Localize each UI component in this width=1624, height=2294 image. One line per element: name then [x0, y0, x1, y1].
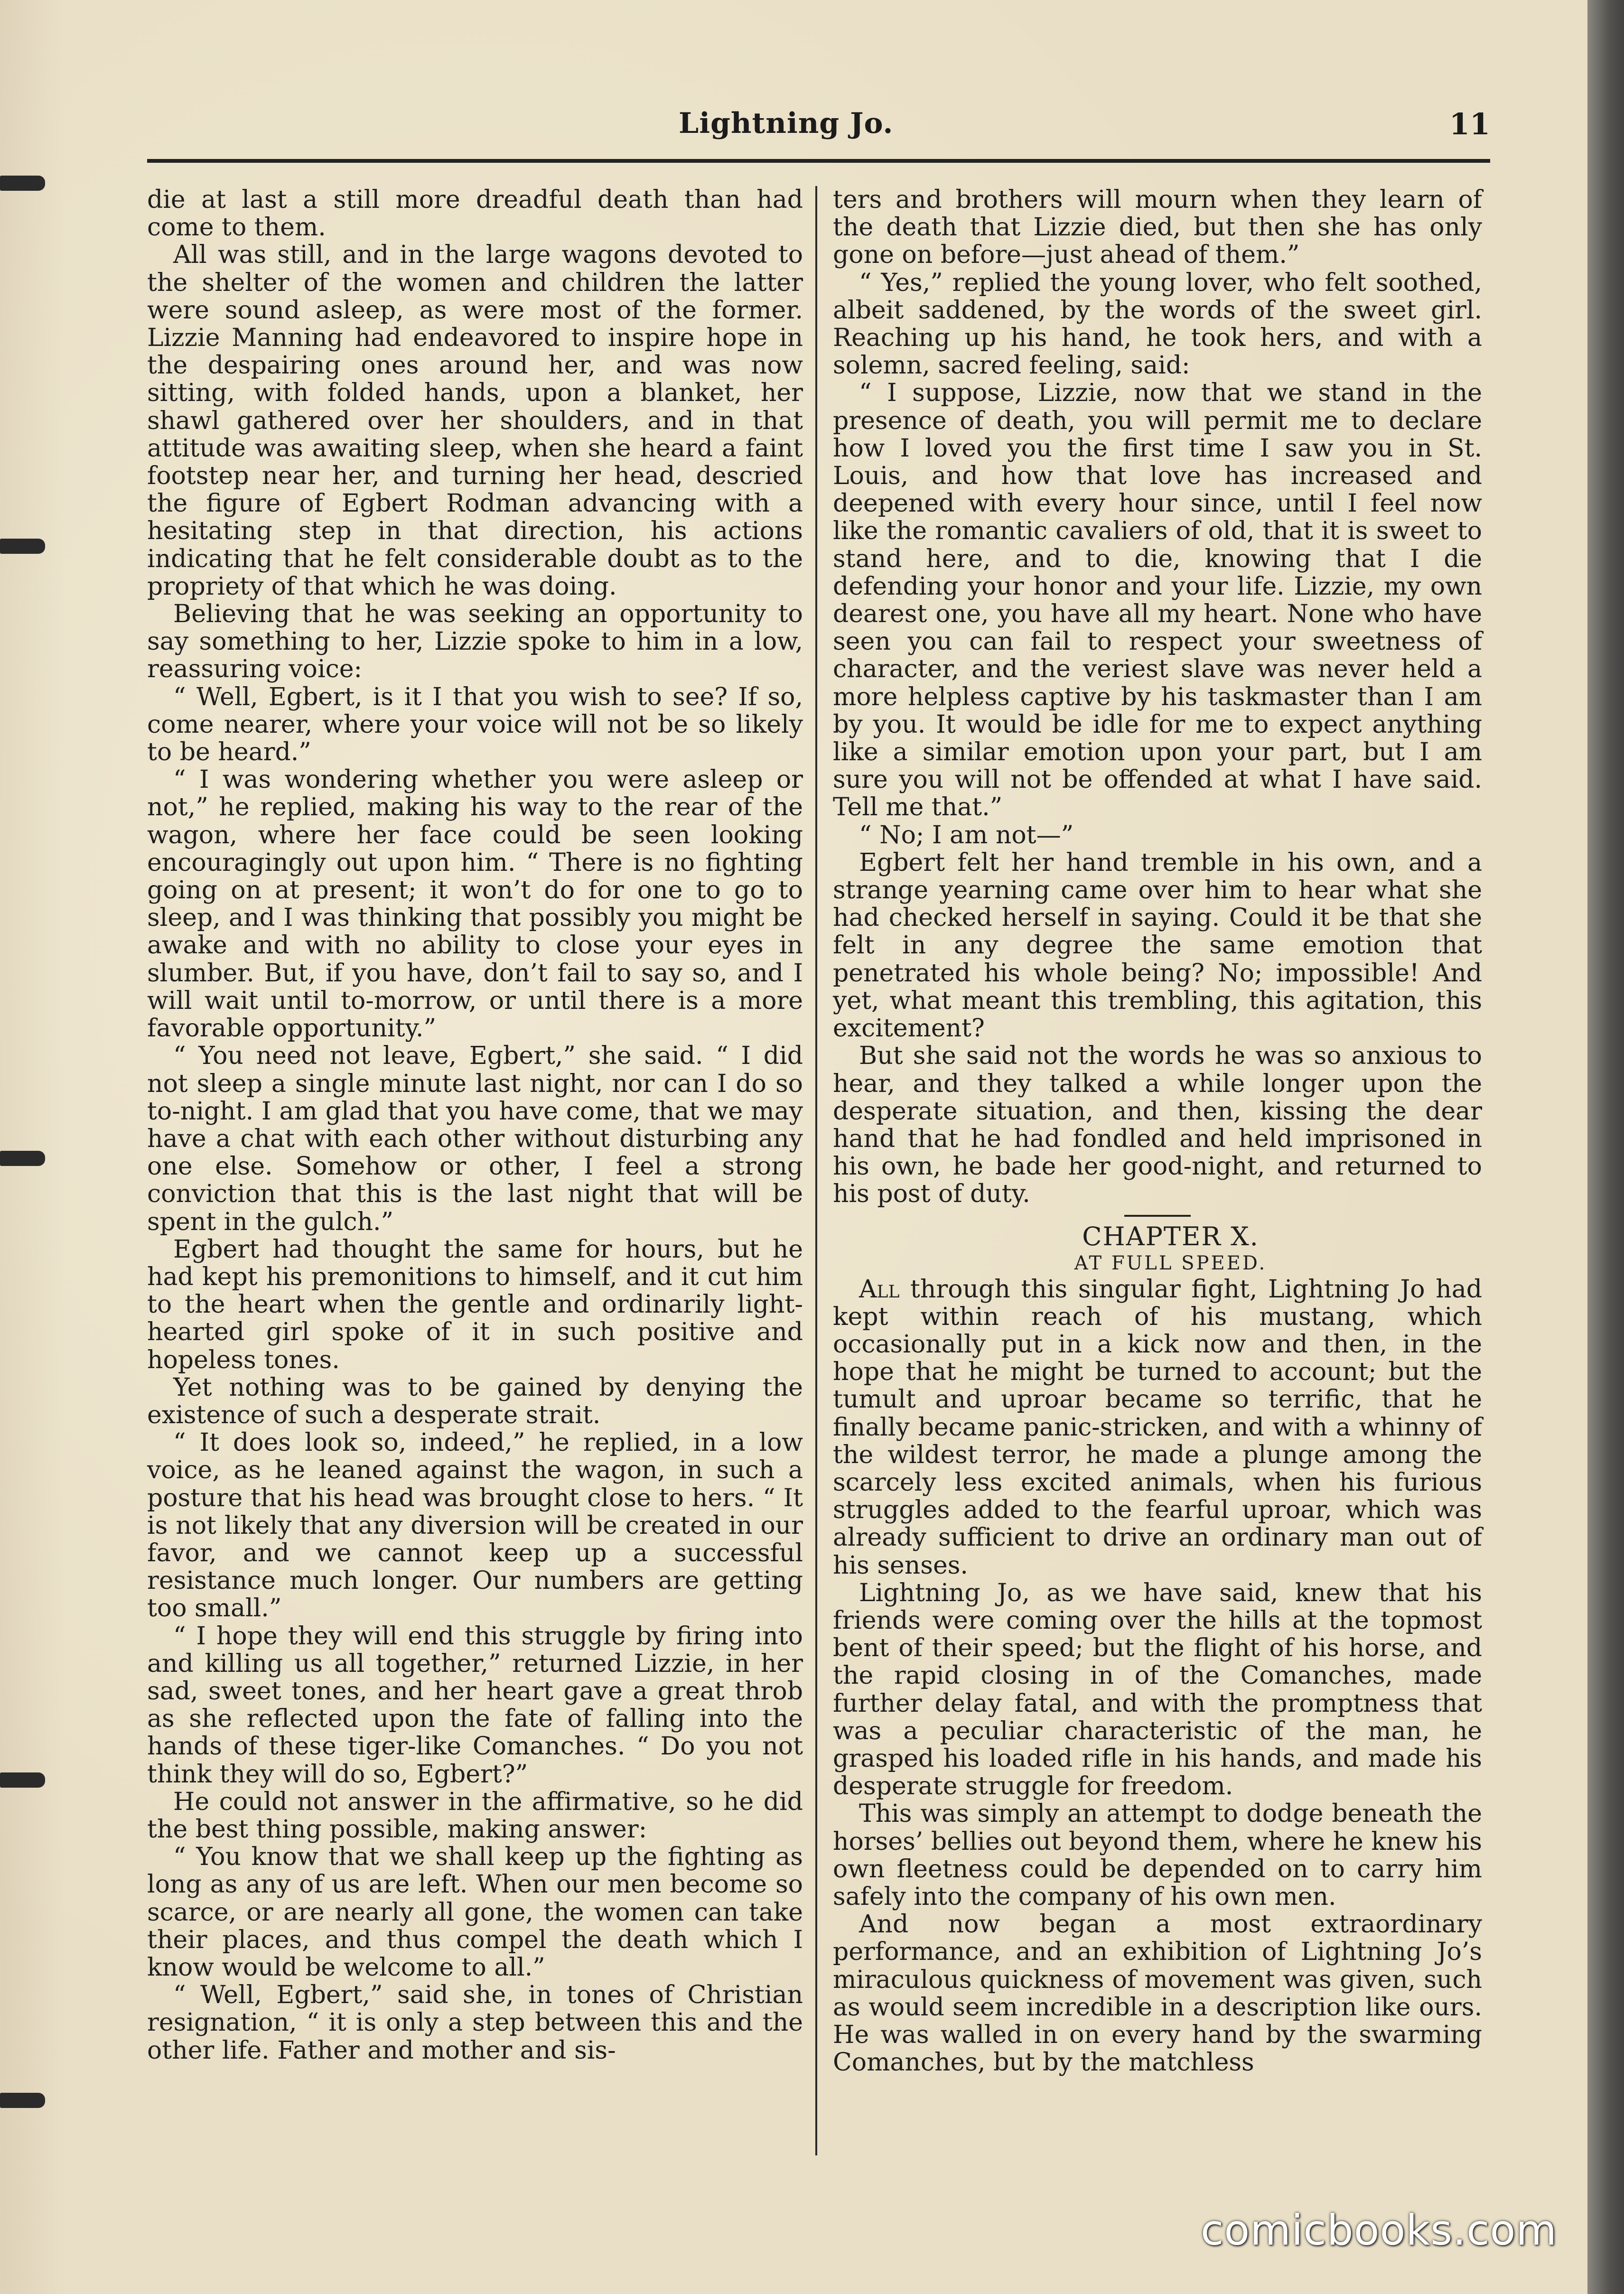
binding-staple [0, 2093, 45, 2108]
paragraph: “ I suppose, Lizzie, now that we stand in the presence of death, you will permit me to declare how I loved you the first time I saw you in St. Louis, and how that love has increased and deepened with every hour since, until I feel now like the romantic cavaliers of old, that it is sweet to stand here, and to die, knowing that I die defending your honor and your life. Lizzie, my own dearest one, you have all my heart. None who have seen you can fail to respect your sweetness of character, and the veriest slave was never held a more helpless captive by his taskmaster than I am by you. It would be idle for me to expect anything like a similar emotion upon your part, but I am sure you will not be offended at what I have said. Tell me that.” [833, 379, 1482, 822]
chapter-title: CHAPTER X. [1082, 1221, 1259, 1251]
chapter-opening-paragraph [833, 1276, 1482, 1579]
header-rule [147, 159, 1490, 163]
paragraph: He could not answer in the affirmative, so he did the best thing possible, making answer: [147, 1787, 803, 1844]
left-column [147, 186, 803, 2064]
chapter-rule [1124, 1215, 1191, 1217]
right-column [833, 186, 1482, 2076]
paragraph: “ Well, Egbert, is it I that you wish to see? If so, come nearer, where your voice will not be so likely to be heard.” [147, 682, 803, 767]
binding-staple [0, 176, 45, 191]
paragraph: Lightning Jo, as we have said, knew that his friends were coming over the hills at the topmost bent of their speed; but the flight of his horse, and the rapid closing in of the Comanches, made further delay fatal, and with the promptness that was a peculiar characteristic of the man, he grasped his loaded rifle in his hands, and made his desperate struggle for freedom. [833, 1578, 1482, 1801]
binding-staple [0, 539, 45, 554]
binding-staple [0, 1772, 45, 1788]
paragraph: ters and brothers will mourn when they learn of the death that Lizzie died, but then she has only gone on before—just ahead of them.” [833, 186, 1482, 270]
chapter-opening-text: through this singular fight, Lightning Jo had kept within reach of his mustang, which occasionally put in a kick now and then, in the hope that he might be turned to account; but the tumult and uproar became so terrific, that he finally became panic-stricken, and with a whinny of the wildest terror, he made a plunge among the scarcely less excited animals, when his furious struggles added to the fearful uproar, which was already sufficient to drive an ordinary man out of his senses. [833, 1275, 1482, 1580]
watermark: comicbooks.com [1201, 2206, 1558, 2255]
paragraph: “ No; I am not—” [859, 821, 1074, 849]
paragraph: All was still, and in the large wagons devoted to the shelter of the women and children the latter were sound asleep, as were most of the former. Lizzie Manning had endeavored to inspire hope in the despairing ones around her, and was now sitting, with folded hands, upon a blanket, her shawl gathered over her shoulders, and in that attitude was awaiting sleep, when she heard a faint footstep near her, and turning her head, descried the figure of Egbert Rodman advancing with a hesitating step in that direction, his actions indicating that he felt considerable doubt as to the propriety of that which he was doing. [147, 241, 803, 601]
paragraph: Egbert had thought the same for hours, but he had kept his premonitions to himself, and it cut him to the heart when the gentle and ordinarily light-hearted girl spoke of it in such positive and hopeless tones. [147, 1235, 803, 1374]
paragraph: “ You know that we shall keep up the fighting as long as any of us are left. When our men become so scarce, or are nearly all gone, the women can take their places, and thus compel the death which I know would be welcome to all.” [147, 1843, 803, 1982]
column-divider [815, 186, 817, 2155]
page-number: 11 [1449, 107, 1490, 141]
paragraph: “ I hope they will end this struggle by firing into and killing us all together,” returned Lizzie, in her sad, sweet tones, and her heart gave a great throb as she reflected upon the fate of falling into the hands of these tiger-like Comanches. “ Do you not think they will do so, Egbert?” [147, 1622, 803, 1789]
paragraph: Believing that he was seeking an opportunity to say something to her, Lizzie spoke to him in a low, reassuring voice: [147, 600, 803, 684]
paragraph: “ I was wondering whether you were asleep or not,” he replied, making his way to the rear of the wagon, where her face could be seen looking encouragingly out upon him. “ There is no fighting going on at present; it won’t do for one to go to sleep, and I was thinking that possibly you might be awake and with no ability to close your eyes in slumber. But, if you have, don’t fail to say so, and I will wait until to-morrow, or until there is a more favorable opportunity.” [147, 765, 803, 1043]
paragraph: Egbert felt her hand tremble in his own, and a strange yearning came over him to hear what she had checked herself in saying. Could it be that she felt in any degree the same emotion that penetrated his whole being? No; impossible! And yet, what meant this trembling, this agitation, this excitement? [833, 848, 1482, 1043]
paragraph: But she said not the words he was so anxious to hear, and they talked a while longer upon the desperate situation, and then, kissing the dear hand that he had fondled and held imprisoned in his own, he bade her good-night, and returned to his post of duty. [833, 1042, 1482, 1209]
paragraph: “ Well, Egbert,” said she, in tones of Christian resignation, “ it is only a step between this and the other life. Father and mother and sis- [147, 1981, 803, 2065]
paragraph: This was simply an attempt to dodge beneath the horses’ bellies out beyond them, where he knew his own fleetness could be depended on to carry him safely into the company of his own men. [833, 1800, 1482, 1911]
chapter-subtitle: AT FULL SPEED. [1074, 1252, 1267, 1274]
page-header [147, 107, 1490, 145]
binding-staple [0, 1151, 45, 1166]
paragraph: And now began a most extraordinary performance, and an exhibition of Lightning Jo’s miraculous quickness of movement was given, such as would seem incredible in a description like ours. He was walled in on every hand by the swarming Comanches, but by the matchless [833, 1910, 1482, 2077]
paragraph: “ Yes,” replied the young lover, who felt soothed, albeit saddened, by the words of the sweet girl. Reaching up his hand, he took hers, and with a solemn, sacred feeling, said: [833, 268, 1482, 380]
running-title: Lightning Jo. [679, 107, 894, 140]
chapter-first-word: All [859, 1275, 900, 1304]
paragraph: “ It does look so, indeed,” he replied, in a low voice, as he leaned against the wagon, in such a posture that his head was brought close to hers. “ It is not likely that any diversion will be created in our favor, and we cannot keep up a successful resistance much longer. Our numbers are getting too small.” [147, 1428, 803, 1623]
paragraph: die at last a still more dreadful death than had come to them. [147, 186, 803, 242]
paragraph: Yet nothing was to be gained by denying the existence of such a desperate strait. [147, 1373, 803, 1429]
page-edge-shadow [1587, 0, 1624, 2294]
paragraph: “ You need not leave, Egbert,” she said. “ I did not sleep a single minute last night, nor can I do so to-night. I am glad that you have come, that we may have a chat with each other without disturbing any one else. Somehow or other, I feel a strong conviction that this is the last night that will be spent in the gulch.” [147, 1042, 803, 1236]
